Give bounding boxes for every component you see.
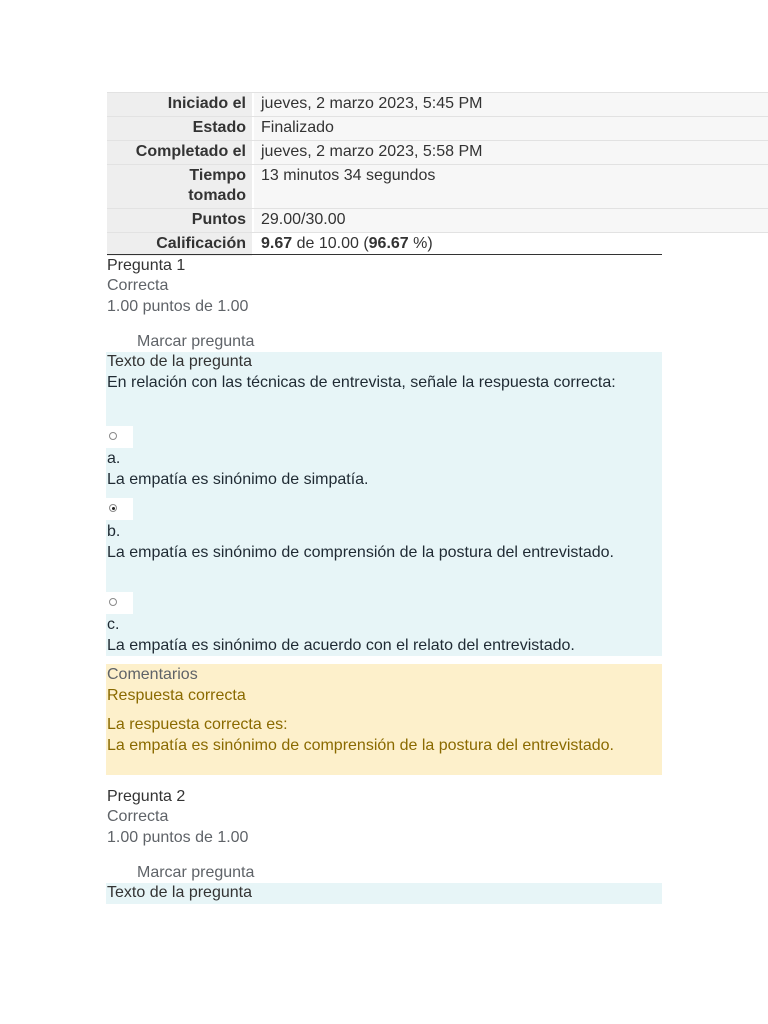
option-b-radio[interactable] bbox=[106, 498, 133, 520]
grade-score: 9.67 bbox=[261, 235, 293, 252]
question-text-caption: Texto de la pregunta bbox=[107, 353, 252, 370]
summary-label: Iniciado el bbox=[107, 93, 254, 116]
question-grade: 1.00 puntos de 1.00 bbox=[107, 298, 249, 315]
option-b-letter: b. bbox=[107, 523, 121, 540]
option-b-text[interactable]: La empatía es sinónimo de comprensión de la postura del entrevistado. bbox=[107, 544, 614, 561]
option-a-letter: a. bbox=[107, 450, 121, 467]
summary-value bbox=[254, 233, 768, 256]
flag-question-link[interactable]: Marcar pregunta bbox=[137, 864, 255, 881]
question-text-caption: Texto de la pregunta bbox=[107, 884, 252, 901]
grade-percent-end: %) bbox=[408, 235, 433, 252]
question-info-2 bbox=[107, 787, 667, 849]
option-a-text[interactable]: La empatía es sinónimo de simpatía. bbox=[107, 471, 369, 488]
feedback-result: Respuesta correcta bbox=[107, 687, 246, 704]
question-number: Pregunta 1 bbox=[107, 257, 186, 274]
radio-circle-icon bbox=[109, 432, 117, 440]
summary-row-time-taken bbox=[107, 164, 768, 208]
question-text-box bbox=[106, 352, 662, 656]
question-info-1 bbox=[107, 256, 667, 318]
summary-value: Finalizado bbox=[254, 117, 768, 140]
summary-row-completed bbox=[107, 140, 768, 164]
summary-value: 29.00/30.00 bbox=[254, 209, 768, 232]
radio-selected-icon bbox=[109, 504, 117, 512]
summary-row-started bbox=[107, 92, 768, 116]
summary-label: Calificación bbox=[107, 233, 254, 256]
summary-value: jueves, 2 marzo 2023, 5:58 PM bbox=[254, 141, 768, 164]
feedback-caption: Comentarios bbox=[107, 666, 198, 683]
radio-circle-icon bbox=[109, 598, 117, 606]
attempt-summary-table bbox=[107, 92, 768, 256]
summary-row-points bbox=[107, 208, 768, 232]
summary-label: Estado bbox=[107, 117, 254, 140]
feedback-right-answer: La empatía es sinónimo de comprensión de la postura del entrevistado. bbox=[107, 737, 614, 754]
summary-label: Completado el bbox=[107, 141, 254, 164]
option-a-radio[interactable] bbox=[106, 426, 133, 448]
grade-percent: 96.67 bbox=[368, 235, 409, 252]
question-state: Correcta bbox=[107, 808, 169, 825]
summary-value: jueves, 2 marzo 2023, 5:45 PM bbox=[254, 93, 768, 116]
flag-question-link[interactable]: Marcar pregunta bbox=[137, 333, 255, 350]
question-number: Pregunta 2 bbox=[107, 788, 186, 805]
question-stem: En relación con las técnicas de entrevista, señale la respuesta correcta: bbox=[107, 374, 616, 391]
summary-label: Tiempo tomado bbox=[107, 165, 254, 208]
grade-of: de 10.00 ( bbox=[292, 235, 369, 252]
summary-label: Puntos bbox=[107, 209, 254, 232]
question-grade: 1.00 puntos de 1.00 bbox=[107, 829, 249, 846]
summary-value: 13 minutos 34 segundos bbox=[254, 165, 768, 208]
question-state: Correcta bbox=[107, 277, 169, 294]
question-text-box bbox=[106, 883, 662, 904]
feedback-right-answer-intro: La respuesta correcta es: bbox=[107, 716, 288, 733]
option-c-letter: c. bbox=[107, 616, 120, 633]
option-c-radio[interactable] bbox=[106, 592, 133, 614]
summary-divider bbox=[107, 254, 662, 255]
summary-row-state bbox=[107, 116, 768, 140]
summary-row-grade bbox=[107, 232, 768, 256]
option-c-text[interactable]: La empatía es sinónimo de acuerdo con el relato del entrevistado. bbox=[107, 637, 575, 654]
question-feedback-box bbox=[106, 664, 662, 775]
